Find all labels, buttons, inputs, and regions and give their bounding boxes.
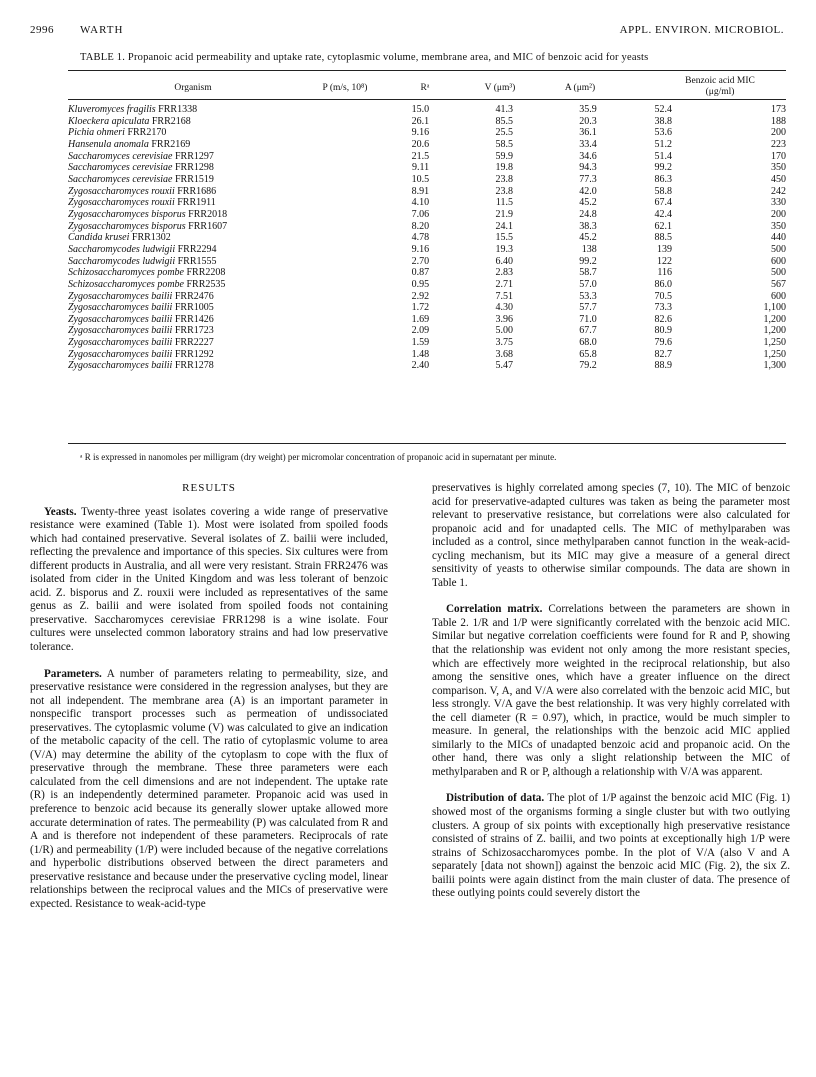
strain-id: FRR1005 <box>174 302 214 314</box>
table-row <box>68 186 786 198</box>
paragraph-continued: preservatives is highly correlated among species (7, 10). The MIC of benzoic acid for preservative-adapted cultures was taken as being the parameter most relevant to preservative resistance, but correlations were also calculated for propanoic acid and for unadapted cells. The MIC of methylparaben was included as a control, since methylparaben cannot function in the weak-acid-cycling mechanism, but its MIC may give a measure of a general direct sensitivity of yeasts to otherwise similar compounds. The data are shown in Table 1. <box>432 482 790 589</box>
col-header-mic <box>660 76 780 98</box>
v-cell: 138 <box>581 243 597 255</box>
a-cell: 38.8 <box>654 115 673 127</box>
table-row <box>68 209 786 221</box>
species-name: Zygosaccharomyces bailii <box>68 360 173 372</box>
mic-cell: 330 <box>771 197 786 209</box>
mic-cell: 1,200 <box>763 313 786 325</box>
p-cell: 9.11 <box>412 162 430 174</box>
v-cell: 77.3 <box>579 173 597 185</box>
organism-cell <box>68 349 322 361</box>
strain-id: FRR2208 <box>186 267 226 279</box>
strain-id: FRR2170 <box>127 127 167 139</box>
paragraph-distribution <box>432 792 790 900</box>
col-header-organism: Organism <box>174 83 212 93</box>
organism-cell <box>68 267 322 279</box>
mic-cell: 170 <box>771 150 786 162</box>
p-cell: 26.1 <box>411 115 430 127</box>
a-cell: 52.4 <box>654 104 673 115</box>
r-cell: 11.5 <box>495 197 513 209</box>
strain-id: FRR2018 <box>188 208 228 220</box>
a-cell: 88.5 <box>654 232 673 244</box>
table-row <box>68 127 786 139</box>
organism-cell <box>68 232 322 244</box>
a-cell: 122 <box>657 255 673 267</box>
paragraph-parameters <box>30 668 388 912</box>
strain-id: FRR2535 <box>186 278 226 290</box>
strain-id: FRR1297 <box>175 150 214 162</box>
r-cell: 4.30 <box>495 302 513 314</box>
paragraph-heading: Correlation matrix. <box>446 603 543 616</box>
species-name: Pichia ohmeri <box>68 127 125 139</box>
p-cell: 9.16 <box>411 243 430 255</box>
paragraph-heading: Distribution of data. <box>446 792 545 805</box>
r-cell: 21.9 <box>495 208 513 220</box>
organism-cell <box>68 116 322 128</box>
v-cell: 33.4 <box>579 138 597 150</box>
paragraph-yeasts <box>30 506 388 655</box>
col-header-p: P (m/s, 10⁸) <box>322 83 368 93</box>
p-cell: 0.95 <box>411 278 430 290</box>
table-row <box>68 256 786 268</box>
species-name: Zygosaccharomyces bisporus <box>68 220 186 232</box>
v-cell: 67.7 <box>579 325 597 337</box>
a-cell: 139 <box>657 243 673 255</box>
paragraph-text: Correlations between the parameters are shown in Table 2. 1/R and 1/P were significantly correlated with the benzoic acid MIC. Similar but negative correlation coefficients were found for R and P, showing that the relationship was evident not only among the more resistant species, which are effectively more weighted in the reciprocal relationship, but also among the sensitive ones, which have a greater influence on the direct comparison. V, A, and V/A were also correlated with the benzoic acid MIC, but less strongly. V/A gave the best relationship. It was very highly correlated with the cell diameter (R = 0.97), which, in practice, would be much simpler to measure. In general, the relationships with the benzoic acid MIC applied similarly to the MICs of unadapted benzoic acid and propanoic acid. On the other hand, there was only a slight relationship between the MIC of methylparaben and R or P, although a relationship with V/A was apparent. <box>432 603 790 778</box>
species-name: Candida krusei <box>68 232 130 244</box>
organism-cell <box>68 337 322 349</box>
a-cell: 82.6 <box>654 313 673 325</box>
v-cell: 68.0 <box>579 337 597 349</box>
mic-cell: 440 <box>771 232 786 244</box>
organism-cell <box>68 174 322 186</box>
table-row <box>68 291 786 303</box>
r-cell: 3.96 <box>495 313 513 325</box>
p-cell: 2.40 <box>411 360 430 372</box>
organism-cell <box>68 104 322 116</box>
page-number: 2996 <box>30 24 54 36</box>
species-name: Zygosaccharomyces rouxii <box>68 197 175 209</box>
paragraph-heading: Yeasts. <box>44 505 77 518</box>
v-cell: 35.9 <box>579 104 597 115</box>
a-cell: 62.1 <box>654 220 673 232</box>
v-cell: 94.3 <box>579 162 597 174</box>
organism-cell <box>68 197 322 209</box>
organism-cell <box>68 139 322 151</box>
species-name: Kloeckera apiculata <box>68 115 150 127</box>
a-cell: 51.4 <box>654 150 673 162</box>
v-cell: 57.0 <box>579 278 597 290</box>
a-cell: 58.8 <box>654 185 673 197</box>
journal-name: APPL. ENVIRON. MICROBIOL. <box>619 24 784 36</box>
organism-cell <box>68 209 322 221</box>
species-name: Saccharomyces cerevisiae <box>68 173 173 185</box>
table-row <box>68 360 786 372</box>
a-cell: 42.4 <box>654 208 673 220</box>
species-name: Schizosaccharomyces pombe <box>68 267 184 279</box>
table-row <box>68 221 786 233</box>
p-cell: 8.20 <box>411 220 430 232</box>
species-name: Saccharomyces cerevisiae <box>68 150 173 162</box>
organism-cell <box>68 302 322 314</box>
strain-id: FRR2169 <box>151 138 191 150</box>
mic-cell: 173 <box>771 104 786 115</box>
r-cell: 59.9 <box>495 150 513 162</box>
r-cell: 23.8 <box>495 173 513 185</box>
r-cell: 5.47 <box>495 360 513 372</box>
strain-id: FRR2227 <box>174 337 214 349</box>
mic-cell: 1,250 <box>763 337 786 349</box>
table-bottom-rule <box>68 443 786 444</box>
strain-id: FRR1298 <box>175 162 214 174</box>
mic-cell: 567 <box>771 278 786 290</box>
table-row <box>68 151 786 163</box>
p-cell: 7.06 <box>411 208 430 220</box>
strain-id: FRR1426 <box>174 313 214 325</box>
a-cell: 82.7 <box>654 348 673 360</box>
a-cell: 73.3 <box>654 302 673 314</box>
species-name: Zygosaccharomyces bailii <box>68 302 173 314</box>
organism-cell <box>68 256 322 268</box>
p-cell: 8.91 <box>411 185 430 197</box>
table-row <box>68 349 786 361</box>
mic-cell: 223 <box>771 138 786 150</box>
strain-id: FRR1278 <box>174 360 214 372</box>
r-cell: 19.3 <box>495 243 513 255</box>
r-cell: 5.00 <box>495 325 513 337</box>
mic-cell: 350 <box>771 220 786 232</box>
a-cell: 86.0 <box>654 278 673 290</box>
species-name: Zygosaccharomyces bailii <box>68 337 173 349</box>
organism-cell <box>68 279 322 291</box>
table-row <box>68 174 786 186</box>
mic-cell: 450 <box>771 173 786 185</box>
p-cell: 1.59 <box>411 337 430 349</box>
mic-cell: 500 <box>771 267 786 279</box>
mic-cell: 188 <box>771 115 786 127</box>
col-header-r: Rᵃ <box>420 83 430 93</box>
species-name: Hansenula anomala <box>68 138 149 150</box>
strain-id: FRR1723 <box>174 325 214 337</box>
p-cell: 20.6 <box>411 138 430 150</box>
paragraph-text: The plot of 1/P against the benzoic acid MIC (Fig. 1) showed most of the organisms forming a single cluster but with two outlying clusters. A group of six points with exceptionally high preservative resistance consisted of strains of Z. bailii, and two points at exceptionally high 1/P were strains of Schizosaccharomyces pombe. In the plot of V/A (also V and A separately [data not shown]) against the benzoic acid MIC (Fig. 2), the six Z. bailii points were again distinct from the main cluster of data. The presence of these outlying points could severely distort the <box>432 792 790 900</box>
strain-id: FRR1292 <box>174 348 214 360</box>
a-cell: 53.6 <box>654 127 673 139</box>
p-cell: 4.78 <box>411 232 430 244</box>
organism-cell <box>68 221 322 233</box>
r-cell: 41.3 <box>495 104 513 115</box>
a-cell: 80.9 <box>654 325 673 337</box>
v-cell: 53.3 <box>579 290 597 302</box>
p-cell: 21.5 <box>411 150 430 162</box>
v-cell: 42.0 <box>579 185 597 197</box>
strain-id: FRR1607 <box>188 220 228 232</box>
p-cell: 2.09 <box>411 325 430 337</box>
paragraph-correlation <box>432 603 790 779</box>
organism-cell <box>68 127 322 139</box>
species-name: Zygosaccharomyces bisporus <box>68 208 186 220</box>
data-table <box>68 104 786 372</box>
species-name: Schizosaccharomyces pombe <box>68 278 184 290</box>
col-header-mic-line1: Benzoic acid MIC <box>685 76 755 86</box>
table-header-rule <box>68 99 786 100</box>
v-cell: 34.6 <box>579 150 597 162</box>
organism-cell <box>68 151 322 163</box>
table-row <box>68 162 786 174</box>
a-cell: 51.2 <box>654 138 673 150</box>
mic-cell: 1,300 <box>763 360 786 372</box>
strain-id: FRR1686 <box>177 185 217 197</box>
table-row <box>68 244 786 256</box>
a-cell: 67.4 <box>654 197 673 209</box>
v-cell: 45.2 <box>579 232 597 244</box>
paragraph-text: A number of parameters relating to permeability, size, and preservative resistance were considered in the regression analyses, but they are not all independent. The membrane area (A) is an important parameter in nonspecific transport processes such as permeation of undissociated preservatives. The cytoplasmic volume (V) was calculated to give an indication of the metabolic capacity of the cell. The ratio of cytoplasmic volume to area (V/A) may determine the ability of the cytoplasm to cope with the flux of preservative through the membrane. These three parameters were each calculated from the cell dimensions and are not independent. The uptake rate (R) is an independently determined parameter. Propanoic acid was used in preference to benzoic acid because its generally slower uptake allowed more accurate determination of rates. The permeability (P) was calculated from R and A and is therefore not independent of these parameters. Reciprocals of rate (1/R) and permeability (1/P) were included because of the negative correlations and hyperbolic distributions observed between the direct parameters and preservative resistance and because under the preservative cycling model, linear relationships between the reciprocal values and the MICs of preservative were expected. Resistance to weak-acid-type <box>30 667 388 910</box>
strain-id: FRR2168 <box>151 115 191 127</box>
a-cell: 88.9 <box>654 360 673 372</box>
r-cell: 6.40 <box>495 255 513 267</box>
p-cell: 1.48 <box>411 348 430 360</box>
r-cell: 23.8 <box>495 185 513 197</box>
section-title: RESULTS <box>182 482 236 494</box>
table-row <box>68 279 786 291</box>
mic-cell: 500 <box>771 243 786 255</box>
p-cell: 10.5 <box>411 173 430 185</box>
species-name: Zygosaccharomyces bailii <box>68 325 173 337</box>
strain-id: FRR1338 <box>158 104 198 115</box>
r-cell: 25.5 <box>495 127 513 139</box>
v-cell: 79.2 <box>579 360 597 372</box>
p-cell: 9.16 <box>411 127 430 139</box>
v-cell: 65.8 <box>579 348 597 360</box>
a-cell: 116 <box>657 267 673 279</box>
v-cell: 36.1 <box>579 127 597 139</box>
strain-id: FRR2476 <box>174 290 214 302</box>
r-cell: 3.68 <box>495 348 513 360</box>
table-row <box>68 302 786 314</box>
p-cell: 2.70 <box>411 255 430 267</box>
v-cell: 99.2 <box>579 255 597 267</box>
running-author: WARTH <box>80 24 124 36</box>
organism-cell <box>68 291 322 303</box>
table-row <box>68 314 786 326</box>
species-name: Zygosaccharomyces rouxii <box>68 185 175 197</box>
paragraph-text: Twenty-three yeast isolates covering a wide range of preservative resistance were examined (Table 1). Most were isolated from spoiled foods which had contained preservative. Several isolates of Z. bailii were included, reflecting the prevalence and importance of this species. Six cultures were from different products in Australia, and all were very resistant. Strain FRR2476 was isolated from cider in the United Kingdom and was less tolerant of benzoic acid. Z. bisporus and Z. rouxii were included as representatives of the same genus as Z. bailii and were isolated from spoiled foods not containing preservative. Saccharomyces cerevisiae FRR1298 is a wine isolate. Four cultures were unselected common laboratory strains and had low preservative tolerance. <box>30 505 388 654</box>
r-cell: 24.1 <box>495 220 513 232</box>
species-name: Kluveromyces fragilis <box>68 104 156 115</box>
r-cell: 7.51 <box>495 290 513 302</box>
table-row <box>68 325 786 337</box>
r-cell: 15.5 <box>495 232 513 244</box>
species-name: Saccharomyces cerevisiae <box>68 162 173 174</box>
p-cell: 0.87 <box>411 267 430 279</box>
species-name: Saccharomycodes ludwigii <box>68 255 176 267</box>
right-column <box>432 482 790 901</box>
organism-cell <box>68 314 322 326</box>
col-header-a: A (μm²) <box>564 83 596 93</box>
table-top-rule <box>68 70 786 71</box>
species-name: Zygosaccharomyces bailii <box>68 313 173 325</box>
r-cell: 85.5 <box>495 115 513 127</box>
p-cell: 2.92 <box>411 290 430 302</box>
p-cell: 15.0 <box>411 104 430 115</box>
strain-id: FRR1519 <box>175 173 214 185</box>
v-cell: 20.3 <box>579 115 597 127</box>
organism-cell <box>68 360 322 372</box>
table-footnote: ᵃ R is expressed in nanomoles per milligram (dry weight) per micromolar concentration of propanoic acid in supernatant per minute. <box>80 452 557 462</box>
strain-id: FRR2294 <box>177 243 217 255</box>
p-cell: 1.72 <box>411 302 430 314</box>
mic-cell: 350 <box>771 162 786 174</box>
mic-cell: 242 <box>771 185 786 197</box>
v-cell: 71.0 <box>579 313 597 325</box>
a-cell: 99.2 <box>654 162 673 174</box>
strain-id: FRR1555 <box>177 255 217 267</box>
v-cell: 24.8 <box>579 208 597 220</box>
mic-cell: 1,100 <box>763 302 786 314</box>
col-header-v: V (μm³) <box>484 83 516 93</box>
a-cell: 70.5 <box>654 290 673 302</box>
paragraph-heading: Parameters. <box>44 667 102 680</box>
table-row <box>68 232 786 244</box>
organism-cell <box>68 325 322 337</box>
left-column <box>30 482 388 911</box>
v-cell: 45.2 <box>579 197 597 209</box>
species-name: Saccharomycodes ludwigii <box>68 243 176 255</box>
organism-cell <box>68 162 322 174</box>
mic-cell: 200 <box>771 208 786 220</box>
table-row <box>68 267 786 279</box>
mic-cell: 200 <box>771 127 786 139</box>
r-cell: 3.75 <box>495 337 513 349</box>
organism-cell <box>68 244 322 256</box>
mic-cell: 1,200 <box>763 325 786 337</box>
p-cell: 4.10 <box>411 197 430 209</box>
a-cell: 86.3 <box>654 173 673 185</box>
strain-id: FRR1911 <box>177 197 216 209</box>
v-cell: 57.7 <box>579 302 597 314</box>
species-name: Zygosaccharomyces bailii <box>68 290 173 302</box>
v-cell: 58.7 <box>579 267 597 279</box>
r-cell: 19.8 <box>495 162 513 174</box>
table-row <box>68 337 786 349</box>
table-caption: TABLE 1. Propanoic acid permeability and uptake rate, cytoplasmic volume, membrane area, and MIC of benzoic acid for yeasts <box>80 52 649 63</box>
species-name: Zygosaccharomyces bailii <box>68 348 173 360</box>
mic-cell: 600 <box>771 290 786 302</box>
table-row <box>68 116 786 128</box>
table-row <box>68 104 786 116</box>
r-cell: 2.71 <box>495 278 513 290</box>
table-row <box>68 197 786 209</box>
r-cell: 58.5 <box>495 138 513 150</box>
table-row <box>68 139 786 151</box>
strain-id: FRR1302 <box>131 232 171 244</box>
p-cell: 1.69 <box>411 313 430 325</box>
v-cell: 38.3 <box>579 220 597 232</box>
mic-cell: 1,250 <box>763 348 786 360</box>
mic-cell: 600 <box>771 255 786 267</box>
a-cell: 79.6 <box>654 337 673 349</box>
r-cell: 2.83 <box>495 267 513 279</box>
col-header-mic-line2: (μg/ml) <box>705 87 735 97</box>
organism-cell <box>68 186 322 198</box>
